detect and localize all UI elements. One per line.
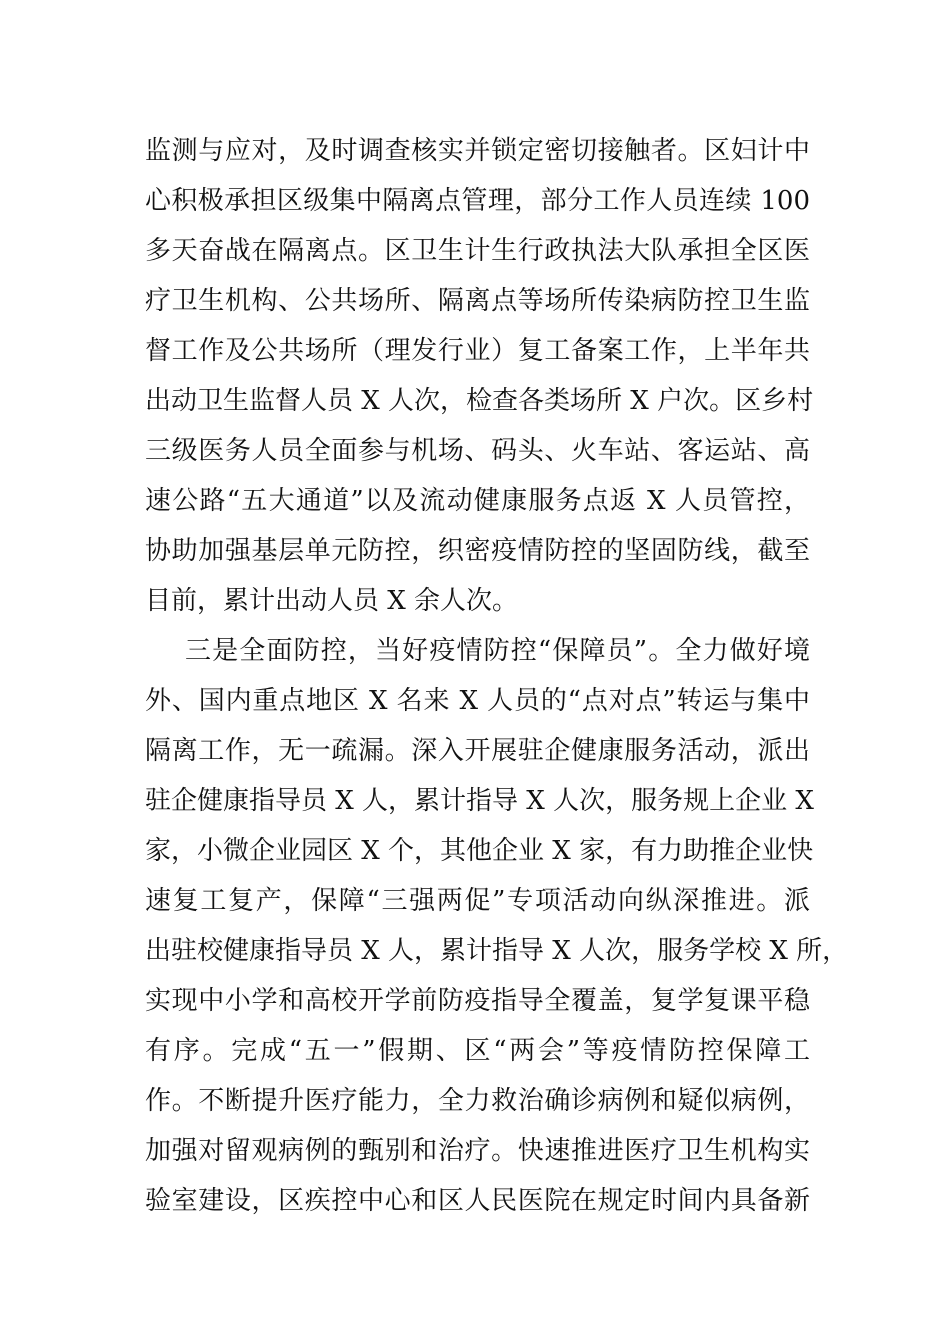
text-line: 三级医务人员全面参与机场、码头、火车站、客运站、高 [145,436,810,466]
body-text [145,126,849,1226]
paragraph-2 [145,626,849,1226]
text-line: 驻企健康指导员 X 人，累计指导 X 人次，服务规上企业 X [145,786,814,816]
text-line: 加强对留观病例的甄别和治疗。快速推进医疗卫生机构实 [145,1136,810,1166]
text-line: 出动卫生监督人员 X 人次，检查各类场所 X 户次。区乡村 [145,386,814,416]
text-line: 外、国内重点地区 X 名来 X 人员的“点对点”转运与集中 [145,686,810,716]
text-line: 速公路“五大通道”以及流动健康服务点返 X 人员管控， [145,486,810,516]
text-line: 隔离工作，无一疏漏。深入开展驻企健康服务活动，派出 [145,736,810,766]
text-line: 有序。完成“五一”假期、区“两会”等疫情防控保障工 [145,1036,810,1066]
text-line: 心积极承担区级集中隔离点管理，部分工作人员连续 100 [145,186,810,216]
text-line: 验室建设，区疾控中心和区人民医院在规定时间内具备新 [145,1186,810,1216]
text-line: 监测与应对，及时调查核实并锁定密切接触者。区妇计中 [145,136,810,166]
text-line: 目前，累计出动人员 X 余人次。 [145,586,519,616]
text-line: 疗卫生机构、公共场所、隔离点等场所传染病防控卫生监 [145,286,810,316]
text-line: 家，小微企业园区 X 个，其他企业 X 家，有力助推企业快 [145,836,814,866]
text-line: 实现中小学和高校开学前防疫指导全覆盖，复学复课平稳 [145,986,810,1016]
text-line: 多天奋战在隔离点。区卫生计生行政执法大队承担全区医 [145,236,810,266]
text-line: 出驻校健康指导员 X 人，累计指导 X 人次，服务学校 X 所， [145,936,849,966]
text-line: 协助加强基层单元防控，织密疫情防控的坚固防线，截至 [145,536,810,566]
text-line: 作。不断提升医疗能力，全力救治确诊病例和疑似病例， [145,1086,810,1116]
text-line: 速复工复产，保障“三强两促”专项活动向纵深推进。派 [145,886,810,916]
text-line: 督工作及公共场所（理发行业）复工备案工作，上半年共 [145,336,810,366]
paragraph-1 [145,126,814,626]
text-line: 三是全面防控，当好疫情防控“保障员”。全力做好境 [185,636,810,666]
